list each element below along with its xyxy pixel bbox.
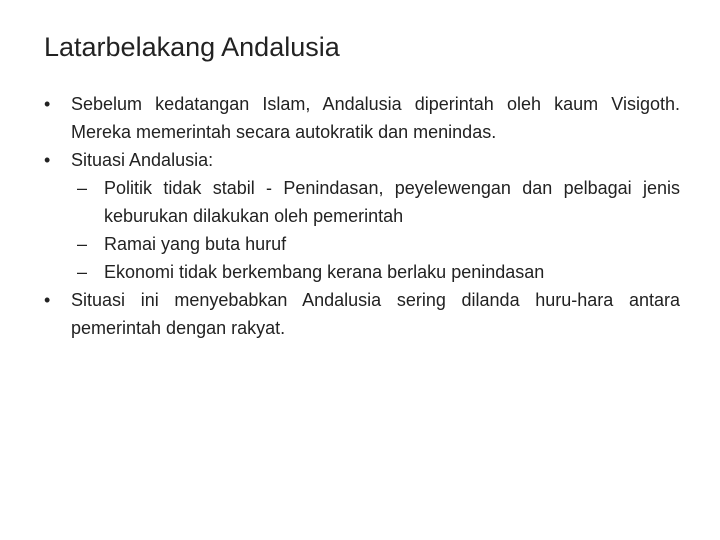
sub-bullet-item [44, 258, 680, 286]
sub-bullet-text: Politik tidak stabil - Penindasan, peyelewengan dan pelbagai jenis keburukan dilakukan oleh pemerintah [104, 178, 680, 226]
slide-title: Latarbelakang Andalusia [44, 32, 340, 62]
bullet-marker: • [44, 94, 51, 114]
bullet-item [44, 146, 680, 174]
bullet-item [44, 90, 680, 146]
sub-bullet-item [44, 174, 680, 230]
sub-bullet-marker: – [77, 262, 88, 282]
bullet-text: Situasi ini menyebabkan Andalusia sering dilanda huru-hara antara pemerintah dengan rakyat. [71, 290, 680, 338]
bullet-text: Sebelum kedatangan Islam, Andalusia diperintah oleh kaum Visigoth. Mereka memerintah secara autokratik dan menindas. [71, 94, 680, 142]
sub-bullet-marker: – [77, 234, 88, 254]
bullet-list [44, 90, 680, 342]
sub-bullet-marker: – [77, 178, 88, 198]
sub-bullet-text: Ramai yang buta huruf [104, 234, 287, 254]
sub-bullet-text: Ekonomi tidak berkembang kerana berlaku penindasan [104, 262, 545, 282]
bullet-marker: • [44, 290, 51, 310]
bullet-marker: • [44, 150, 51, 170]
bullet-item [44, 286, 680, 342]
sub-bullet-item [44, 230, 680, 258]
bullet-text: Situasi Andalusia: [71, 150, 214, 170]
